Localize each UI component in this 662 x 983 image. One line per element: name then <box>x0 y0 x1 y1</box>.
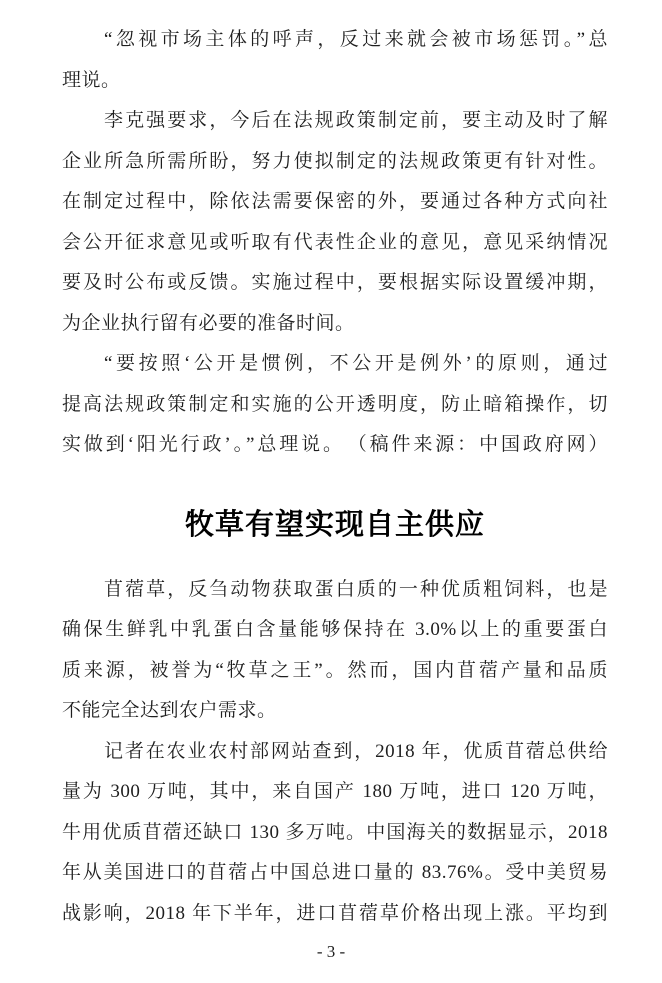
page-number: - 3 - <box>316 942 346 961</box>
text-line: 不能完全达到农户需求。 <box>62 700 277 721</box>
text-line: 战影响，2018 年下半年，进口苜蓿草价格出现上涨。平均到 <box>62 902 608 924</box>
text-line: “忽视市场主体的呼声，反过来就会被市场惩罚。”总 <box>104 29 608 50</box>
text-line: 提高法规政策制定和实施的公开透明度，防止暗箱操作，切 <box>62 393 608 415</box>
text-line: 牛用优质苜蓿还缺口 130 多万吨。中国海关的数据显示，2018 <box>62 821 608 843</box>
article-title: 牧草有望实现自主供应 <box>184 508 485 541</box>
text-line: 会公开征求意见或听取有代表性企业的意见，意见采纳情况 <box>62 231 608 253</box>
text-line: 确保生鲜乳中乳蛋白含量能够保持在 3.0%以上的重要蛋白 <box>62 619 608 640</box>
text-line: 李克强要求，今后在法规政策制定前，要主动及时了解 <box>104 110 608 131</box>
text-line: 质来源，被誉为“牧草之王”。然而，国内苜蓿产量和品质 <box>62 659 608 681</box>
text-line: “要按照‘公开是惯例，不公开是例外’的原则，通过 <box>104 353 608 374</box>
text-line: 在制定过程中，除依法需要保密的外，要通过各种方式向社 <box>62 191 608 212</box>
document-content <box>62 20 608 934</box>
text-line: 记者在农业农村部网站查到，2018 年，优质苜蓿总供给 <box>104 740 608 762</box>
text-line: 企业所急所需所盼，努力使拟制定的法规政策更有针对性。 <box>62 150 608 172</box>
text-line: 为企业执行留有必要的准备时间。 <box>62 312 355 334</box>
text-line: 理说。 <box>62 69 121 91</box>
text-line: 年从美国进口的苜蓿占中国总进口量的 83.76%。受中美贸易 <box>62 862 608 883</box>
text-line: 要及时公布或反馈。实施过程中，要根据实际设置缓冲期， <box>62 272 608 293</box>
text-line: 实做到‘阳光行政’。”总理说。 （稿件来源：中国政府网） <box>62 434 608 455</box>
text-line: 苜蓿草，反刍动物获取蛋白质的一种优质粗饲料，也是 <box>104 578 608 600</box>
text-line: 量为 300 万吨，其中，来自国产 180 万吨，进口 120 万吨， <box>62 781 608 802</box>
